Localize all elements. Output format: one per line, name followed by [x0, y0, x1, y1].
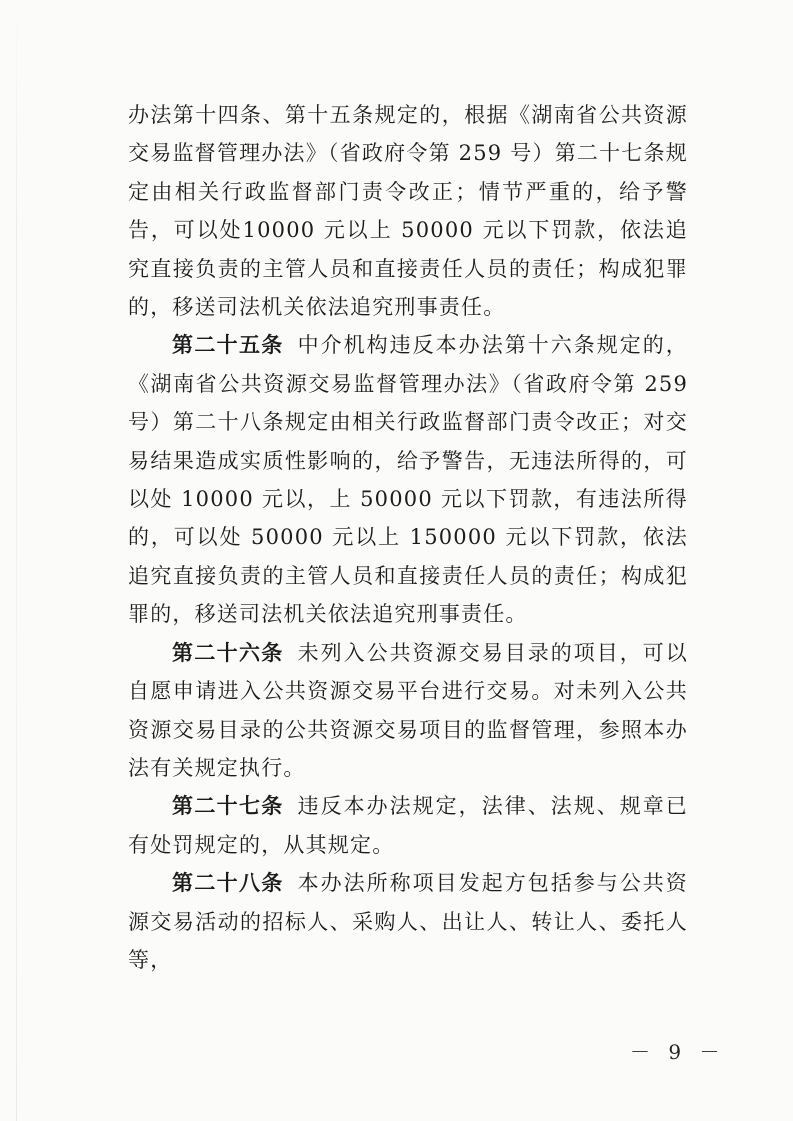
page-number: － 9 － — [630, 1040, 726, 1064]
paragraph-continuation — [128, 96, 688, 326]
document-body — [128, 96, 688, 979]
article-number: 第二十八条 — [172, 871, 284, 896]
paragraph-article-27 — [128, 787, 688, 864]
article-number: 第二十七条 — [172, 794, 284, 819]
article-number: 第二十五条 — [172, 333, 284, 358]
article-number: 第二十六条 — [172, 640, 284, 665]
paragraph-text: 中介机构违反本办法第十六条规定的，《湖南省公共资源交易监督管理办法》（省政府令第 259 号）第二十八条规定由相关行政监督部门责令改正；对交易结果造成实质性影响的，给予警告，无违法所得的，可以处 10000 元以，上 50000 元以下罚款，有违法所得的，可以处 50000 元以上 150000 元以下罚款，依法追究直接负责的主管人员和直接责任人员的责任；构成犯罪的，移送司法机关依法追究刑事责任。 — [128, 333, 689, 627]
paragraph-text: 本办法所称项目发起方包括参与公共资源交易活动的招标人、采购人、出让人、转让人、委托人等， — [128, 871, 689, 972]
paragraph-article-28 — [128, 864, 688, 979]
paragraph-article-26 — [128, 634, 688, 788]
paragraph-text: 办法第十四条、第十五条规定的，根据《湖南省公共资源交易监督管理办法》（省政府令第 259 号）第二十七条规定由相关行政监督部门责令改正；情节严重的，给予警告，可以处10000 元以上 50000 元以下罚款，依法追究直接负责的主管人员和直接责任人员的责任；构成犯罪的，移送司法机关依法追究刑事责任。 — [128, 103, 688, 320]
scan-edge-shadow — [16, 0, 17, 1121]
paragraph-text: 未列入公共资源交易目录的项目，可以自愿申请进入公共资源交易平台进行交易。对未列入公共资源交易目录的公共资源交易项目的监督管理，参照本办法有关规定执行。 — [128, 640, 689, 780]
paragraph-article-25 — [128, 326, 688, 633]
paragraph-text: 违反本办法规定，法律、法规、规章已有处罚规定的，从其规定。 — [128, 794, 689, 857]
